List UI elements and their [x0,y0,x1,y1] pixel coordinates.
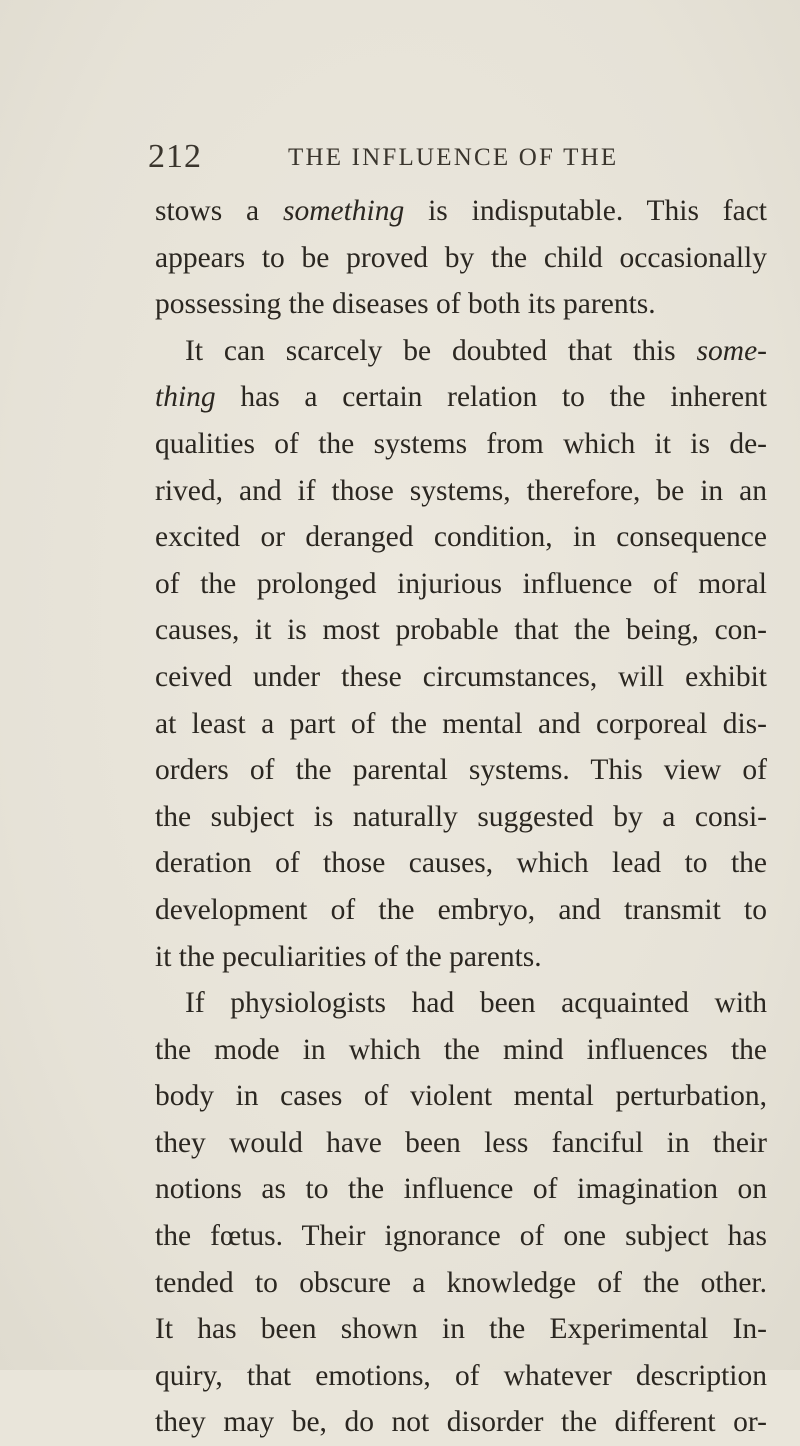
text-line: development of the embryo, and transmit to [155,893,767,926]
text-line: at least a part of the mental and corporeal dis- [155,707,767,740]
text-line: possessing the diseases of both its parents. [155,288,656,321]
text-line: body in cases of violent mental perturbation, [155,1080,767,1113]
body-text [155,188,767,1446]
text-line: rived, and if those systems, therefore, be in an [155,474,767,507]
text-line: it the peculiarities of the parents. [155,940,542,973]
text-line: It can scarcely be doubted that this some- [185,334,767,367]
text-line: quiry, that emotions, of whatever description [155,1359,767,1392]
text-line: they would have been less fanciful in their [155,1126,767,1159]
text-line: appears to be proved by the child occasionally [155,241,767,274]
text-line: It has been shown in the Experimental In- [155,1313,767,1346]
running-title: THE INFLUENCE OF THE [288,144,619,171]
text-line: deration of those causes, which lead to the [155,847,767,880]
text-line: the fœtus. Their ignorance of one subject has [155,1220,767,1253]
running-head [148,138,760,178]
text-line: stows a something is indisputable. This fact [155,195,767,227]
text-line: thing has a certain relation to the inherent [155,381,767,414]
text-line: orders of the parental systems. This view of [155,754,767,787]
page-number: 212 [148,138,202,175]
text-line: If physiologists had been acquainted with [185,987,767,1020]
text-line: the mode in which the mind influences the [155,1033,767,1066]
text-line: qualities of the systems from which it is de- [155,427,767,460]
text-line: excited or deranged condition, in consequence [155,521,767,554]
text-line: ceived under these circumstances, will exhibit [155,660,767,693]
text-line: of the prolonged injurious influence of moral [155,567,767,600]
text-line: they may be, do not disorder the different or- [155,1406,767,1439]
text-line: causes, it is most probable that the being, con- [155,614,767,647]
text-line: tended to obscure a knowledge of the other. [155,1266,767,1299]
text-line: the subject is naturally suggested by a consi- [155,800,767,833]
text-line: notions as to the influence of imagination on [155,1173,767,1206]
